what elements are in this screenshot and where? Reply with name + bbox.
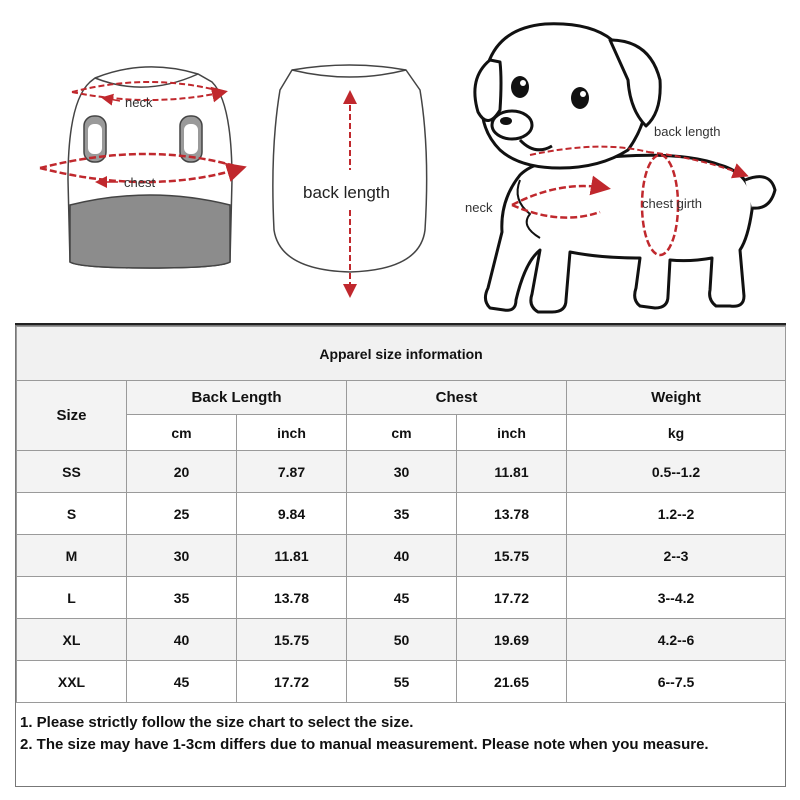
back-length-header: Back Length: [127, 381, 347, 415]
note-line: 2. The size may have 1-3cm differs due to manual measurement. Please note when you measure.: [20, 736, 709, 753]
table-row: [17, 661, 786, 703]
dog-chest-girth-label: chest girth: [642, 196, 702, 211]
back-inch-cell: 11.81: [237, 535, 347, 577]
size-column-header: Size: [17, 381, 127, 451]
weight-header: Weight: [567, 381, 786, 415]
table-title: Apparel size information: [17, 327, 786, 381]
back-cm-cell: 45: [127, 661, 237, 703]
unit-header: kg: [567, 415, 786, 451]
size-cell: SS: [17, 451, 127, 493]
chest-header: Chest: [347, 381, 567, 415]
vest-back-diagram: [273, 65, 427, 298]
back-cm-cell: 20: [127, 451, 237, 493]
weight-cell: 1.2--2: [567, 493, 786, 535]
back-cm-cell: 40: [127, 619, 237, 661]
unit-header: cm: [347, 415, 457, 451]
back-cm-cell: 30: [127, 535, 237, 577]
chest-cm-cell: 45: [347, 577, 457, 619]
weight-cell: 2--3: [567, 535, 786, 577]
chest-inch-cell: 21.65: [457, 661, 567, 703]
back-inch-cell: 7.87: [237, 451, 347, 493]
table-row: [17, 535, 786, 577]
note-line: 1. Please strictly follow the size chart to select the size.: [20, 714, 414, 731]
chest-inch-cell: 17.72: [457, 577, 567, 619]
chest-cm-cell: 40: [347, 535, 457, 577]
chest-inch-cell: 11.81: [457, 451, 567, 493]
dog-neck-label: neck: [465, 200, 493, 215]
back-length-label: back length: [303, 183, 390, 202]
size-cell: M: [17, 535, 127, 577]
notes-section: [20, 712, 780, 756]
size-cell: L: [17, 577, 127, 619]
table-row: [17, 577, 786, 619]
weight-cell: 4.2--6: [567, 619, 786, 661]
chest-cm-cell: 35: [347, 493, 457, 535]
chest-inch-cell: 19.69: [457, 619, 567, 661]
unit-header: inch: [457, 415, 567, 451]
back-inch-cell: 17.72: [237, 661, 347, 703]
chest-cm-cell: 55: [347, 661, 457, 703]
unit-header: cm: [127, 415, 237, 451]
back-cm-cell: 35: [127, 577, 237, 619]
dog-back-length-label: back length: [654, 124, 721, 139]
unit-header: inch: [237, 415, 347, 451]
size-cell: XL: [17, 619, 127, 661]
table-row: [17, 493, 786, 535]
size-table: [16, 326, 786, 703]
weight-cell: 3--4.2: [567, 577, 786, 619]
back-cm-cell: 25: [127, 493, 237, 535]
back-inch-cell: 9.84: [237, 493, 347, 535]
weight-cell: 0.5--1.2: [567, 451, 786, 493]
measurement-illustration: [0, 0, 800, 325]
front-chest-label: chest: [124, 175, 156, 190]
table-row: [17, 451, 786, 493]
chest-cm-cell: 50: [347, 619, 457, 661]
front-neck-label: neck: [125, 95, 153, 110]
chest-cm-cell: 30: [347, 451, 457, 493]
weight-cell: 6--7.5: [567, 661, 786, 703]
vest-front-diagram: [40, 67, 242, 268]
back-inch-cell: 13.78: [237, 577, 347, 619]
table-row: [17, 619, 786, 661]
chest-inch-cell: 15.75: [457, 535, 567, 577]
size-cell: XXL: [17, 661, 127, 703]
chest-inch-cell: 13.78: [457, 493, 567, 535]
dog-diagram: [475, 24, 775, 312]
size-cell: S: [17, 493, 127, 535]
back-inch-cell: 15.75: [237, 619, 347, 661]
